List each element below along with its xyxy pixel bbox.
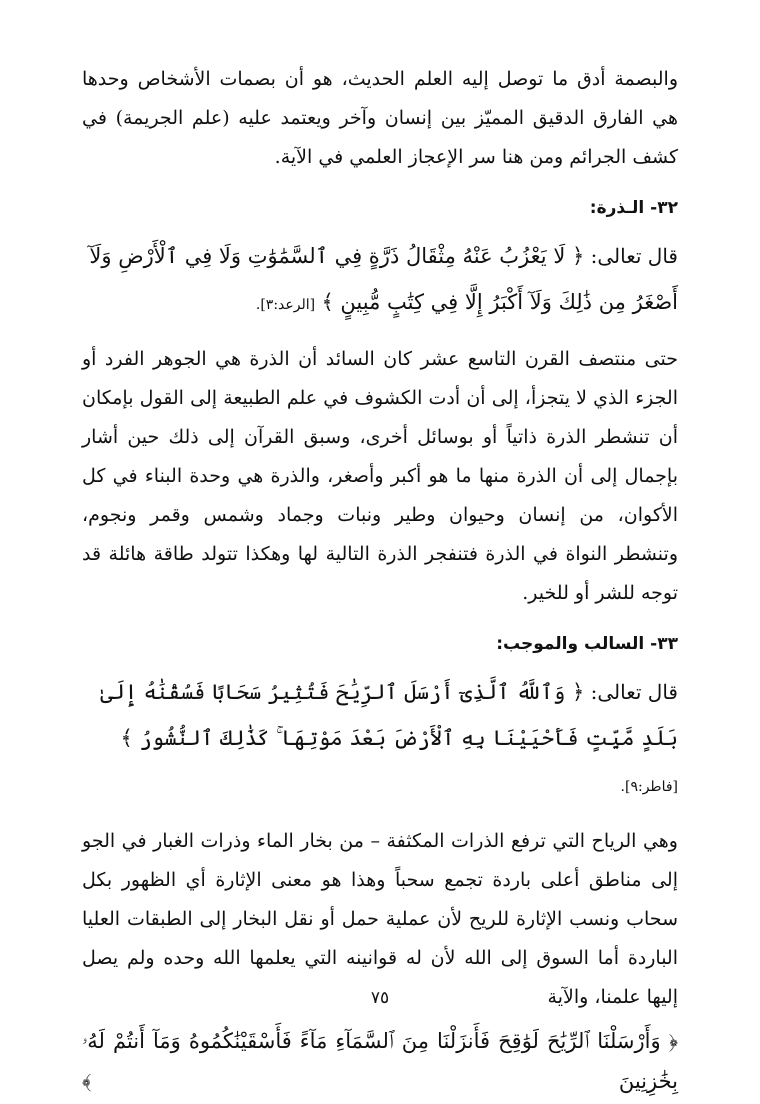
verse-intro: قال تعالى: bbox=[590, 244, 678, 268]
quran-verse-fatir bbox=[82, 669, 678, 810]
verse-intro: قال تعالى: bbox=[590, 680, 678, 704]
quran-verse-hijr: ﴿ وَأَرْسَلْنَا ٱلرِّيَٰحَ لَوَٰقِحَ فَأَنزَلْنَا مِنَ ٱلسَّمَآءِ مَآءً فَأَسْقَيْنَٰكُمُوهُ وَمَآ أَنتُمْ لَهُۥ بِخَٰزِنِينَ ﴾ bbox=[82, 1029, 678, 1093]
verse-text: ﴿ لَا يَعْزُبُ عَنْهُ مِثْقَالُ ذَرَّةٍ فِي ٱلسَّمَٰوَٰتِ وَلَا فِي ٱلْأَرْضِ وَلَآ أَصْغَرُ مِن ذَٰلِكَ وَلَآ أَكْبَرُ إِلَّا فِي كِتَٰبٍ مُّبِينٍ ﴾ bbox=[89, 244, 678, 314]
section-heading-atom: ٣٢- الـذرة: bbox=[589, 198, 678, 218]
quran-verse-yunus bbox=[82, 233, 678, 328]
paragraph-fingerprint: والبصمة أدق ما توصل إليه العلم الحديث، هو أن بصمات الأشخاص وحدها هي الفارق الدقيق المميّز بين إنسان وآخر ويعتمد عليه (علم الجريمة) في كشف الجرائم ومن هنا سر الإعجاز العلمي في الآية. bbox=[82, 68, 678, 168]
verse-reference: [فاطر:٩]. bbox=[620, 779, 678, 795]
verse-text: ﴿ وَٱللَّهُ ٱلَّذِىٓ أَرْسَلَ ٱلرِّيَٰحَ فَتُثِيرُ سَحَابًا فَسُقْنَٰهُ إِلَىٰ بَلَدٍ مَّيِّتٍ فَأَحْيَيْنَا بِهِ ٱلْأَرْضَ بَعْدَ مَوْتِهَا ۚ كَذَٰلِكَ ٱلنُّشُورُ ﴾ bbox=[100, 680, 678, 750]
paragraph-winds: وهي الرياح التي ترفع الذرات المكثفة – من بخار الماء وذرات الغبار في الجو إلى مناطق أعلى باردة تجمع سحباً وهذا هو معنى الإثارة أي الظهور بكل سحاب ونسب الإثارة للريح لأن عملية حمل أو نقل البخار إلى الطبقات العليا الباردة أما السوق إلى الله لأن له قوانينه التي يعلمها الله وحده ولم يصل إليها علمنا، والآية bbox=[82, 830, 678, 1008]
section-heading-negative-positive: ٣٣- السالب والموجب: bbox=[496, 634, 678, 654]
paragraph-atom: حتى منتصف القرن التاسع عشر كان السائد أن الذرة هي الجوهر الفرد أو الجزء الذي لا يتجزأ، إلى أن أدت الكشوف في علم الطبيعة إلى القول بإمكان أن تنشطر الذرة ذاتياً أو بوسائل أخرى، وسبق القرآن إلى ذلك حين أشار بإجمال إلى أن الذرة منها ما هو أكبر وأصغر، والذرة هي وحدة البناء في كل الأكوان، من إنسان وحيوان وطير ونبات وجماد وشمس وقمر ونجوم، وتنشطر النواة في الذرة فتنفجر الذرة التالية لها وهكذا تتولد طاقة هائلة قد توجه للشر أو للخير. bbox=[82, 348, 678, 604]
page-number: ٧٥ bbox=[370, 988, 390, 1008]
verse-reference: [الرعد:٣]. bbox=[255, 297, 316, 313]
